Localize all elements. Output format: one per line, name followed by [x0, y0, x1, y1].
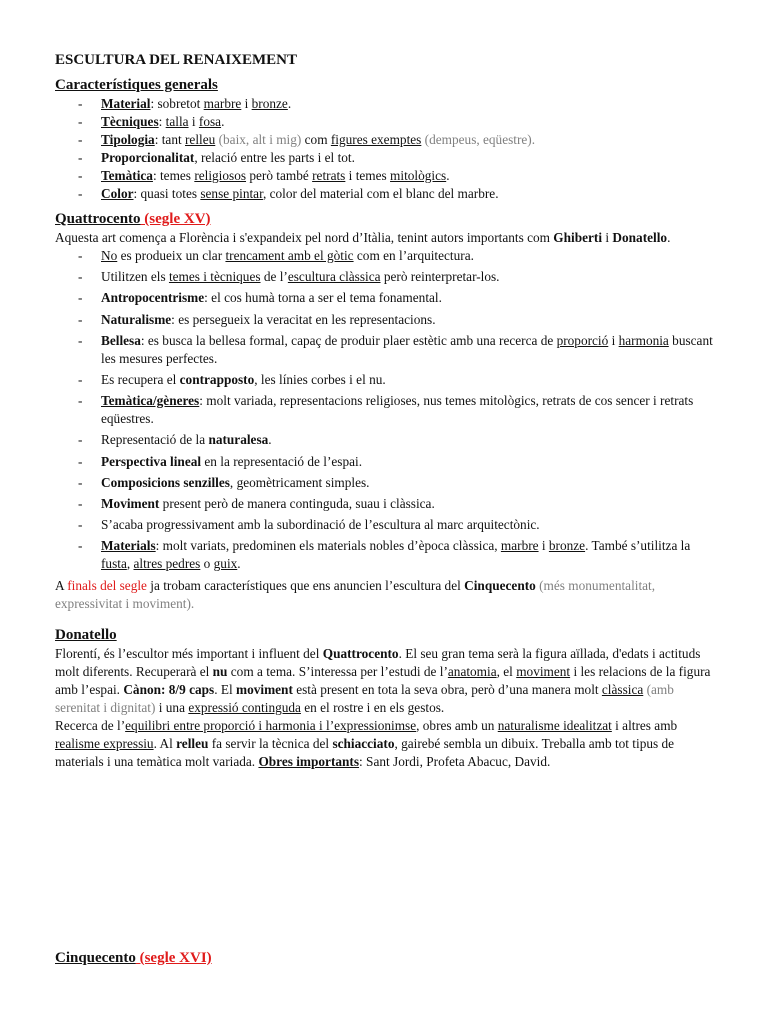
text-run: Obres importants [258, 754, 360, 770]
text-run: relleu [176, 736, 209, 752]
text-run: Materials [101, 538, 156, 554]
text-run: : [158, 114, 166, 129]
cinquecento-heading [55, 948, 212, 968]
text-run: Cànon: 8/9 caps [123, 682, 215, 698]
text-run: Temàtica/gèneres [101, 393, 200, 409]
text-run: (dempeus, eqüestre). [421, 132, 536, 147]
text-run: : quasi totes [133, 186, 201, 201]
text-run: , les línies corbes i el nu. [254, 371, 386, 387]
text-run: Proporcionalitat [101, 150, 195, 165]
quattrocento-item [55, 247, 715, 265]
text-run: mitològics [390, 168, 447, 183]
quattrocento-item [55, 495, 715, 513]
quattrocento-heading [55, 209, 715, 229]
text-run: però reinterpretar-los. [380, 269, 500, 285]
text-run: : el cos humà torna a ser el tema fonamental. [204, 290, 442, 306]
text-run: moviment [516, 664, 571, 680]
text-run: Aquesta art comença a Florència i s'expandeix pel nord d’Itàlia, tenint autors importants com [55, 230, 554, 245]
text-run: S’acaba progressivament amb la subordinació de l’escultura al marc arquitectònic. [101, 517, 540, 533]
text-run: (amb serenitat i dignitat) [55, 682, 674, 716]
text-run: i les relacions de la figura amb l’espai. [55, 664, 711, 698]
text-run: fusta [101, 556, 127, 572]
document-page [55, 50, 715, 771]
text-run: clàssica [601, 682, 644, 698]
text-run: present però de manera continguda, suau i clàssica. [159, 495, 435, 511]
text-run: : sobretot [150, 96, 204, 111]
text-run: Es recupera el [101, 371, 180, 387]
general-heading: Característiques generals [55, 77, 218, 93]
quattrocento-item [55, 453, 715, 471]
text-run: Bellesa [101, 332, 141, 348]
text-run: buscant les mesures perfectes. [101, 332, 713, 366]
text-run: i temes [345, 168, 391, 183]
text-run: o [200, 556, 214, 572]
quattrocento-closing [55, 577, 715, 613]
general-list [55, 95, 715, 203]
quattrocento-item [55, 431, 715, 449]
text-run: moviment [236, 682, 293, 698]
text-run: : molt variats, predominen els materials nobles d’època clàssica, [155, 538, 501, 554]
text-run: (baix, alt i mig) [215, 132, 302, 147]
text-run: naturalisme idealitzat [497, 718, 612, 734]
text-run: harmonia [618, 332, 669, 348]
text-run: . Al [153, 736, 177, 752]
text-run: , el [496, 664, 517, 680]
text-run: Florentí, és l’escultor més important i influent del [55, 646, 323, 662]
text-run: anatomia [447, 664, 497, 680]
text-run: sense pintar [200, 186, 263, 201]
text-run: i [608, 332, 619, 348]
text-run: Recerca de l’ [55, 718, 126, 734]
text-run: Quattrocento [322, 646, 399, 662]
text-run: Color [101, 186, 134, 201]
quattrocento-heading-century: (segle XV) [140, 211, 211, 227]
text-run: finals del segle [67, 578, 147, 594]
text-run: Donatello [612, 230, 668, 245]
cinquecento-heading-text: Cinquecento [55, 950, 136, 966]
general-item [55, 131, 715, 149]
text-run: escultura clàssica [287, 269, 381, 285]
text-run: retrats [312, 168, 346, 183]
text-run: A [55, 578, 68, 594]
quattrocento-item [55, 392, 715, 428]
text-run: relleu [185, 132, 216, 147]
text-run: : tant [154, 132, 185, 147]
text-run: en la representació de l’espai. [201, 453, 363, 469]
text-run: es produeix un clar [117, 248, 226, 263]
text-run: naturalesa [208, 432, 269, 448]
text-run: altres pedres [133, 556, 201, 572]
text-run: com a tema. S’interessa per l’estudi de l’ [227, 664, 448, 680]
text-run: figures exemptes [330, 132, 422, 147]
text-run: : es busca la bellesa formal, capaç de produir plaer estètic amb una recerca de [140, 332, 557, 348]
text-run: i [241, 96, 252, 111]
text-run: Naturalisme [101, 311, 172, 327]
text-run: i [602, 230, 613, 245]
text-run: està present en tota la seva obra, però d’una manera molt [292, 682, 602, 698]
quattrocento-item [55, 371, 715, 389]
text-run: marbre [500, 538, 539, 554]
text-run: i [188, 114, 199, 129]
quattrocento-item [55, 268, 715, 286]
text-run: Perspectiva lineal [101, 453, 202, 469]
text-run: . [268, 432, 272, 448]
donatello-heading: Donatello [55, 627, 117, 644]
text-run: Ghiberti [553, 230, 603, 245]
text-run: bronze [548, 538, 586, 554]
text-run: Cinquecento [464, 578, 536, 594]
text-run: Material [101, 96, 151, 111]
text-run: schiacciato [332, 736, 395, 752]
text-run: Tipologia [101, 132, 155, 147]
text-run: i [538, 538, 549, 554]
text-run: proporció [556, 332, 609, 348]
text-run: . [221, 114, 225, 129]
text-run: , [126, 556, 134, 572]
text-run: . [446, 168, 450, 183]
text-run: Utilitzen els [101, 269, 169, 285]
text-run: : temes [152, 168, 195, 183]
text-run: : molt variada, representacions religioses, nus temes mitològics, retrats de cos sencer i retrats eqüestres. [101, 393, 694, 427]
text-run: No [101, 248, 118, 263]
text-run: . [237, 556, 241, 572]
text-run: talla [165, 114, 189, 129]
text-run: fosa [198, 114, 222, 129]
general-item [55, 95, 715, 113]
text-run: trencament amb el gòtic [225, 248, 354, 263]
text-run: . El seu gran tema serà la figura aïllada, d'edats i actituds molt diferents. Recuperarà el [55, 646, 701, 680]
text-run: (més monumentalitat, expressivitat i moviment). [55, 578, 656, 612]
text-run: equilibri entre proporció i harmonia i l’expressionimse [125, 718, 417, 734]
general-item [55, 149, 715, 167]
quattrocento-item [55, 516, 715, 534]
quattrocento-item [55, 289, 715, 307]
text-run: i una [155, 700, 189, 716]
text-run: . El [214, 682, 236, 698]
text-run: : Sant Jordi, Profeta Abacuc, David. [359, 754, 551, 770]
quattrocento-intro [55, 229, 715, 247]
text-run: , relació entre les parts i el tot. [194, 150, 355, 165]
text-run: realisme expressiu [55, 736, 154, 752]
text-run: . [667, 230, 671, 245]
general-item [55, 167, 715, 185]
text-run: expressió continguda [188, 700, 301, 716]
text-run: Tècniques [101, 114, 159, 129]
document-title: ESCULTURA DEL RENAIXEMENT [55, 52, 298, 68]
text-run: Temàtica [101, 168, 153, 183]
text-run: contrapposto [179, 371, 255, 387]
text-run: però també [246, 168, 313, 183]
text-run: bronze [251, 96, 288, 111]
text-run: , geomètricament simples. [229, 474, 370, 490]
text-run: com [301, 132, 331, 147]
text-run: Moviment [101, 495, 160, 511]
quattrocento-item [55, 537, 715, 573]
text-run: . [287, 96, 292, 111]
text-run: Antropocentrisme [101, 290, 205, 306]
text-run: marbre [203, 96, 242, 111]
quattrocento-heading-text: Quattrocento [55, 211, 141, 227]
text-run: ja trobam característiques que ens anuncien l’escultura del [146, 578, 465, 594]
text-run: fa servir la tècnica del [208, 736, 333, 752]
cinquecento-heading-century: (segle XVI) [135, 950, 212, 966]
quattrocento-item [55, 311, 715, 329]
text-run: Composicions senzilles [101, 474, 230, 490]
donatello-body [55, 645, 715, 771]
text-run: , obres amb un [416, 718, 498, 734]
text-run: : es persegueix la veracitat en les representacions. [171, 311, 436, 327]
text-run: en el rostre i en els gestos. [300, 700, 445, 716]
text-run: . També s’utilitza la [585, 538, 691, 554]
quattrocento-item [55, 474, 715, 492]
text-run: , color del material com el blanc del marbre. [262, 186, 499, 201]
text-run: i altres amb [611, 718, 678, 734]
text-run: Representació de la [101, 432, 209, 448]
text-run: , gairebé sembla un dibuix. Treballa amb tot tipus de materials i una temàtica molt variada. [55, 736, 675, 770]
quattrocento-list [55, 247, 715, 573]
general-item [55, 113, 715, 131]
text-run: religiosos [194, 168, 247, 183]
text-run: com en l’arquitectura. [353, 248, 474, 263]
text-run: de l’ [260, 269, 288, 285]
general-item [55, 185, 715, 203]
text-run: temes i tècniques [168, 269, 261, 285]
text-run: nu [212, 664, 228, 680]
quattrocento-item [55, 332, 715, 368]
text-run: guix [213, 556, 238, 572]
